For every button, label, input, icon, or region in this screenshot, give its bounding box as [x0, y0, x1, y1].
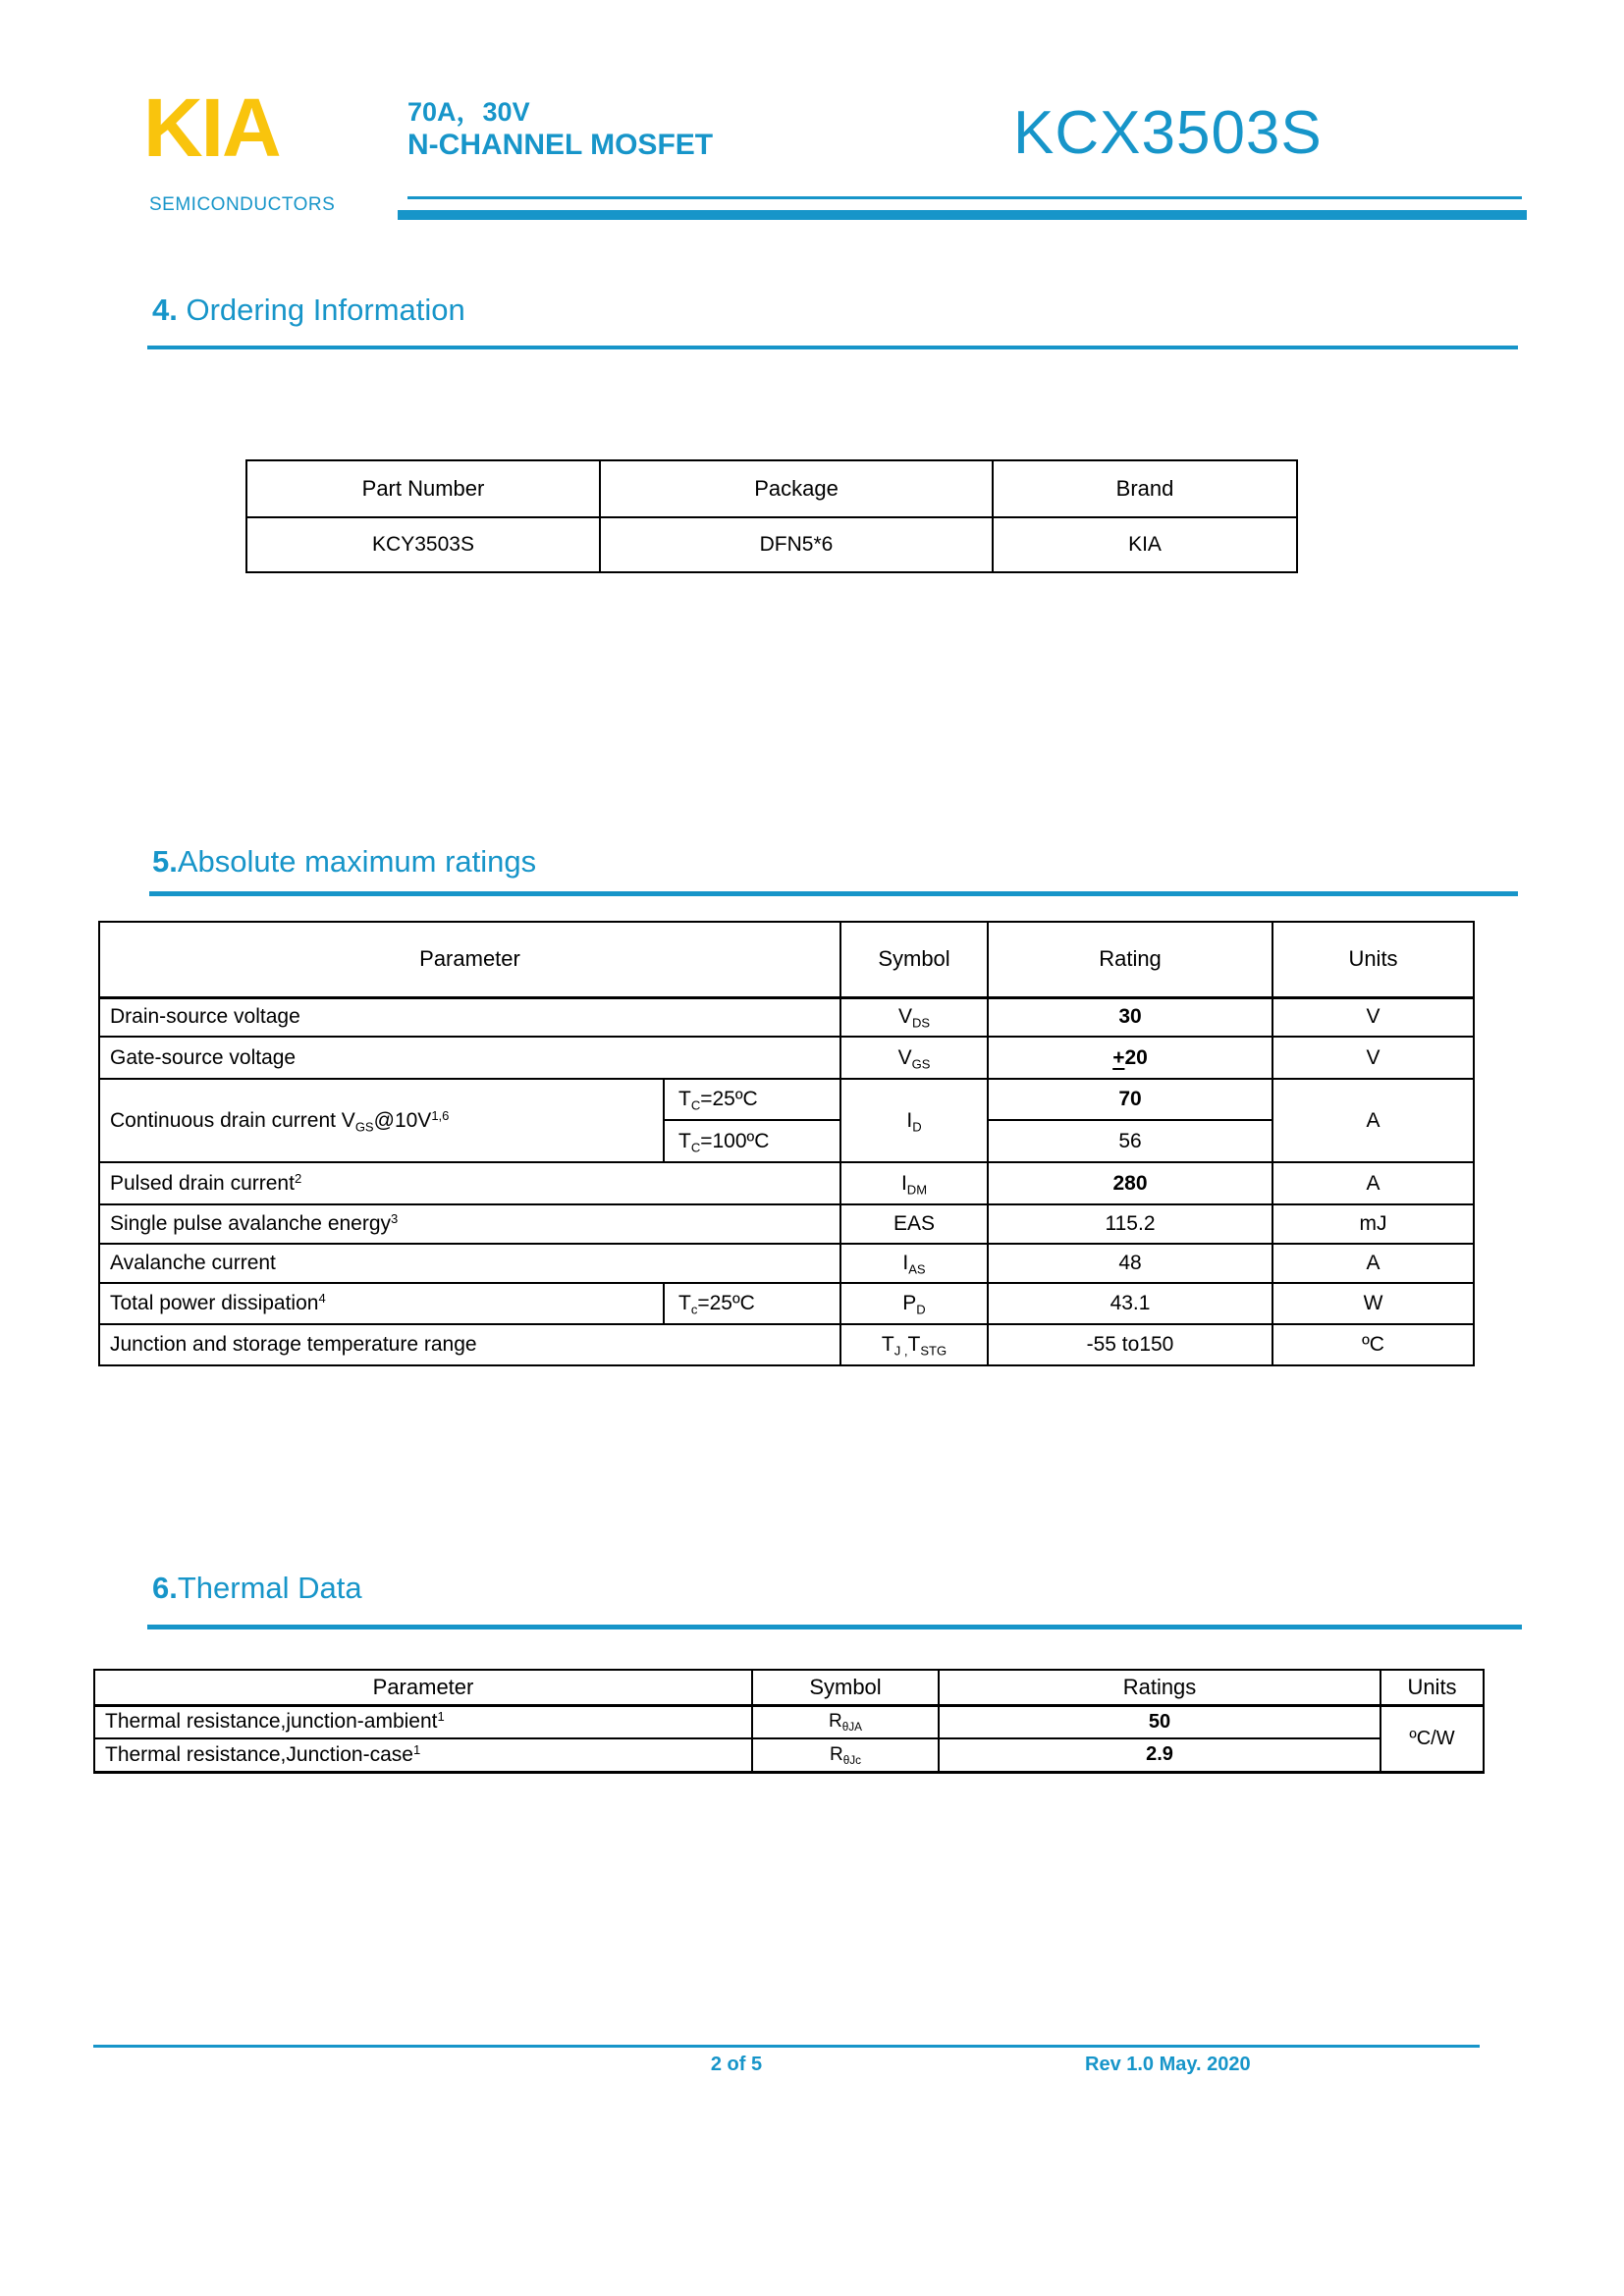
column-header: Part Number — [246, 460, 600, 517]
column-header: Units — [1272, 922, 1474, 997]
page-number: 2 of 5 — [710, 2054, 763, 2075]
table-row — [99, 1244, 1474, 1283]
section-underline — [147, 346, 1518, 349]
symbol-cell: $R_{\theta JA}$ — [752, 1705, 939, 1738]
column-header: Parameter — [99, 922, 840, 997]
footer-rule — [93, 2045, 1480, 2048]
table-row — [94, 1705, 1484, 1738]
parameter-cell: Thermal resistance,junction-ambient$^1$ — [94, 1705, 752, 1738]
section-underline — [149, 891, 1518, 896]
rating-cell: 50 — [939, 1705, 1380, 1738]
section-heading-thermal — [152, 1571, 362, 1606]
table-row — [99, 1162, 1474, 1204]
table-row — [99, 1037, 1474, 1079]
units-cell: A — [1272, 1244, 1474, 1283]
rating-cell: 56 — [988, 1120, 1272, 1162]
part-number-title: KCX3503S — [1013, 99, 1323, 167]
rating-cell: 70 — [988, 1079, 1272, 1120]
parameter-cell: Single pulse avalanche energy$^3$ — [99, 1204, 840, 1244]
symbol-cell: $V_{GS}$ — [840, 1037, 988, 1079]
ordering-cell: KIA — [993, 517, 1297, 572]
parameter-cell: Pulsed drain current$^2$ — [99, 1162, 840, 1204]
parameter-cell: Junction and storage temperature range — [99, 1324, 840, 1365]
ordering-cell: KCY3503S — [246, 517, 600, 572]
table-row — [99, 1204, 1474, 1244]
units-cell: W — [1272, 1283, 1474, 1324]
section-title: Ordering Information — [177, 293, 465, 327]
rating-cell: +20 — [988, 1037, 1272, 1079]
table-row — [99, 1324, 1474, 1365]
ordering-table — [245, 459, 1298, 573]
units-cell: A — [1272, 1162, 1474, 1204]
condition-cell: $T_C=100ºC$ — [664, 1120, 840, 1162]
column-header: Units — [1380, 1670, 1484, 1705]
symbol-cell: $V_{DS}$ — [840, 997, 988, 1037]
table-row — [99, 922, 1474, 997]
condition-cell: $T_C=25ºC$ — [664, 1079, 840, 1120]
symbol-cell: $R_{\theta Jc}$ — [752, 1738, 939, 1772]
table-row — [246, 460, 1297, 517]
column-header: Ratings — [939, 1670, 1380, 1705]
rating-cell: 2.9 — [939, 1738, 1380, 1772]
ordering-table-grid — [245, 459, 1298, 573]
section-number: 4. — [152, 293, 178, 327]
units-cell: ºC/W — [1380, 1705, 1484, 1772]
units-cell: V — [1272, 1037, 1474, 1079]
symbol-cell: $T_{J ,}T_{STG}$ — [840, 1324, 988, 1365]
column-header: Symbol — [840, 922, 988, 997]
units-cell: mJ — [1272, 1204, 1474, 1244]
abs-max-table-grid — [98, 921, 1475, 1366]
spec-line-current-voltage: 70A，30V — [407, 97, 530, 127]
condition-cell: $T_c=25ºC$ — [664, 1283, 840, 1324]
rating-cell: 43.1 — [988, 1283, 1272, 1324]
section-title: Thermal Data — [177, 1571, 362, 1605]
table-row — [99, 1283, 1474, 1324]
rating-cell: 48 — [988, 1244, 1272, 1283]
symbol-cell: $I_{AS}$ — [840, 1244, 988, 1283]
header-thin-rule — [407, 196, 1522, 199]
units-cell: V — [1272, 997, 1474, 1037]
kia-logo: KIA — [143, 81, 280, 174]
header-thick-rule — [398, 210, 1527, 220]
table-row — [99, 997, 1474, 1037]
parameter-cell: Thermal resistance,Junction-case$^1$ — [94, 1738, 752, 1772]
parameter-cell: Continuous drain current $V_{GS}@10V^{1,6}$ — [99, 1079, 664, 1162]
section-heading-ordering — [152, 293, 465, 328]
units-cell: ºC — [1272, 1324, 1474, 1365]
section-underline — [147, 1625, 1522, 1629]
rating-cell: 115.2 — [988, 1204, 1272, 1244]
table-row — [99, 1079, 1474, 1120]
section-heading-abs-max — [152, 844, 536, 880]
parameter-cell: Gate-source voltage — [99, 1037, 840, 1079]
units-cell: A — [1272, 1079, 1474, 1162]
column-header: Rating — [988, 922, 1272, 997]
logo-subtitle: SEMICONDUCTORS — [149, 194, 336, 215]
spec-line-device-type: N-CHANNEL MOSFET — [407, 129, 714, 161]
table-row — [94, 1670, 1484, 1705]
column-header: Brand — [993, 460, 1297, 517]
symbol-cell: EAS — [840, 1204, 988, 1244]
table-row — [246, 517, 1297, 572]
symbol-cell: $I_D$ — [840, 1079, 988, 1162]
column-header: Symbol — [752, 1670, 939, 1705]
section-number: 6. — [152, 1571, 178, 1605]
revision-label: Rev 1.0 May. 2020 — [1085, 2054, 1251, 2075]
section-title: Absolute maximum ratings — [177, 844, 537, 879]
symbol-cell: $I_{DM}$ — [840, 1162, 988, 1204]
symbol-cell: $P_D$ — [840, 1283, 988, 1324]
absolute-maximum-ratings-table — [98, 921, 1475, 1366]
thermal-data-table — [93, 1669, 1485, 1774]
rating-cell: 30 — [988, 997, 1272, 1037]
parameter-cell: Total power dissipation$^4$ — [99, 1283, 664, 1324]
parameter-cell: Avalanche current — [99, 1244, 840, 1283]
section-number: 5. — [152, 844, 178, 879]
column-header: Parameter — [94, 1670, 752, 1705]
table-row — [94, 1738, 1484, 1772]
rating-cell: -55 to150 — [988, 1324, 1272, 1365]
parameter-cell: Drain-source voltage — [99, 997, 840, 1037]
rating-cell: 280 — [988, 1162, 1272, 1204]
ordering-cell: DFN5*6 — [600, 517, 993, 572]
thermal-table-grid — [93, 1669, 1485, 1774]
column-header: Package — [600, 460, 993, 517]
